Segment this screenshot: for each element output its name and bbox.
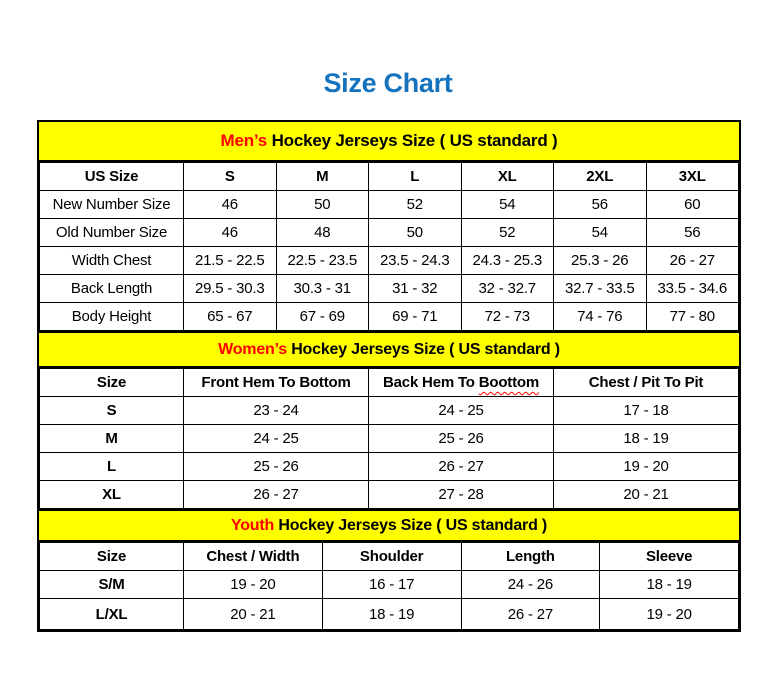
size-value-cell: 26 - 27 <box>461 599 600 630</box>
row-label: M <box>40 425 184 453</box>
size-value-cell: 25 - 26 <box>184 453 369 481</box>
column-header: XL <box>461 163 554 191</box>
mens-size-table <box>39 162 739 331</box>
table-header-row <box>40 369 739 397</box>
column-header: L <box>369 163 462 191</box>
size-value-cell: 65 - 67 <box>184 303 277 331</box>
mens-highlight-label: Men’s <box>220 131 268 150</box>
row-label: Body Height <box>40 303 184 331</box>
table-header-row <box>40 163 739 191</box>
size-chart-frame <box>37 120 741 632</box>
size-value-cell: 33.5 - 34.6 <box>646 275 739 303</box>
table-row <box>40 397 739 425</box>
table-row <box>40 219 739 247</box>
size-value-cell: 18 - 19 <box>600 571 739 599</box>
size-value-cell: 32 - 32.7 <box>461 275 554 303</box>
row-label: S/M <box>40 571 184 599</box>
column-header: Length <box>461 543 600 571</box>
table-row <box>40 571 739 599</box>
size-value-cell: 48 <box>276 219 369 247</box>
size-value-cell: 20 - 21 <box>554 481 739 509</box>
column-header-text: Back Hem To <box>383 374 475 391</box>
size-value-cell: 46 <box>184 219 277 247</box>
size-value-cell: 56 <box>646 219 739 247</box>
size-value-cell: 30.3 - 31 <box>276 275 369 303</box>
size-value-cell: 20 - 21 <box>184 599 323 630</box>
size-value-cell: 19 - 20 <box>600 599 739 630</box>
column-header: Size <box>40 369 184 397</box>
table-row <box>40 191 739 219</box>
size-value-cell: 54 <box>554 219 647 247</box>
size-value-cell: 25 - 26 <box>369 425 554 453</box>
mens-header-text: Hockey Jerseys Size ( US standard ) <box>271 131 558 150</box>
row-label: Old Number Size <box>40 219 184 247</box>
row-label: XL <box>40 481 184 509</box>
row-label: S <box>40 397 184 425</box>
column-header: Chest / Pit To Pit <box>554 369 739 397</box>
table-row <box>40 599 739 630</box>
size-value-cell: 74 - 76 <box>554 303 647 331</box>
misspelled-word: Boottom <box>478 374 539 391</box>
column-header: Size <box>40 543 184 571</box>
size-value-cell: 72 - 73 <box>461 303 554 331</box>
youth-size-table <box>39 542 739 630</box>
size-value-cell: 21.5 - 22.5 <box>184 247 277 275</box>
size-value-cell: 24 - 25 <box>184 425 369 453</box>
column-header: Sleeve <box>600 543 739 571</box>
column-header <box>369 369 554 397</box>
womens-size-table <box>39 368 739 509</box>
column-header: M <box>276 163 369 191</box>
size-value-cell: 18 - 19 <box>322 599 461 630</box>
size-value-cell: 24 - 26 <box>461 571 600 599</box>
size-value-cell: 46 <box>184 191 277 219</box>
column-header: 3XL <box>646 163 739 191</box>
row-label: Back Length <box>40 275 184 303</box>
size-value-cell: 50 <box>369 219 462 247</box>
womens-section-header <box>39 331 739 368</box>
size-value-cell: 69 - 71 <box>369 303 462 331</box>
table-row <box>40 481 739 509</box>
size-value-cell: 26 - 27 <box>184 481 369 509</box>
youth-highlight-label: Youth <box>230 517 275 534</box>
column-header: US Size <box>40 163 184 191</box>
size-value-cell: 50 <box>276 191 369 219</box>
size-value-cell: 24 - 25 <box>369 397 554 425</box>
size-value-cell: 24.3 - 25.3 <box>461 247 554 275</box>
row-label: Width Chest <box>40 247 184 275</box>
column-header: Chest / Width <box>184 543 323 571</box>
size-value-cell: 22.5 - 23.5 <box>276 247 369 275</box>
size-value-cell: 23.5 - 24.3 <box>369 247 462 275</box>
size-value-cell: 26 - 27 <box>646 247 739 275</box>
youth-header-text: Hockey Jerseys Size ( US standard ) <box>278 517 548 534</box>
size-value-cell: 56 <box>554 191 647 219</box>
size-value-cell: 31 - 32 <box>369 275 462 303</box>
table-header-row <box>40 543 739 571</box>
size-value-cell: 77 - 80 <box>646 303 739 331</box>
size-value-cell: 17 - 18 <box>554 397 739 425</box>
column-header: S <box>184 163 277 191</box>
size-value-cell: 52 <box>369 191 462 219</box>
size-value-cell: 25.3 - 26 <box>554 247 647 275</box>
column-header: Shoulder <box>322 543 461 571</box>
size-value-cell: 26 - 27 <box>369 453 554 481</box>
size-value-cell: 54 <box>461 191 554 219</box>
womens-highlight-label: Women’s <box>218 341 287 358</box>
row-label: New Number Size <box>40 191 184 219</box>
row-label: L/XL <box>40 599 184 630</box>
table-row <box>40 425 739 453</box>
size-value-cell: 16 - 17 <box>322 571 461 599</box>
womens-header-text: Hockey Jerseys Size ( US standard ) <box>291 341 560 358</box>
size-value-cell: 32.7 - 33.5 <box>554 275 647 303</box>
row-label: L <box>40 453 184 481</box>
table-row <box>40 275 739 303</box>
size-value-cell: 19 - 20 <box>184 571 323 599</box>
youth-section-header <box>39 509 739 542</box>
size-value-cell: 29.5 - 30.3 <box>184 275 277 303</box>
page-title: Size Chart <box>323 68 453 98</box>
column-header: Front Hem To Bottom <box>184 369 369 397</box>
column-header: 2XL <box>554 163 647 191</box>
size-value-cell: 23 - 24 <box>184 397 369 425</box>
size-value-cell: 27 - 28 <box>369 481 554 509</box>
size-value-cell: 67 - 69 <box>276 303 369 331</box>
table-row <box>40 303 739 331</box>
size-value-cell: 19 - 20 <box>554 453 739 481</box>
mens-section-header <box>39 122 739 162</box>
table-row <box>40 453 739 481</box>
size-value-cell: 60 <box>646 191 739 219</box>
table-row <box>40 247 739 275</box>
size-value-cell: 52 <box>461 219 554 247</box>
size-value-cell: 18 - 19 <box>554 425 739 453</box>
